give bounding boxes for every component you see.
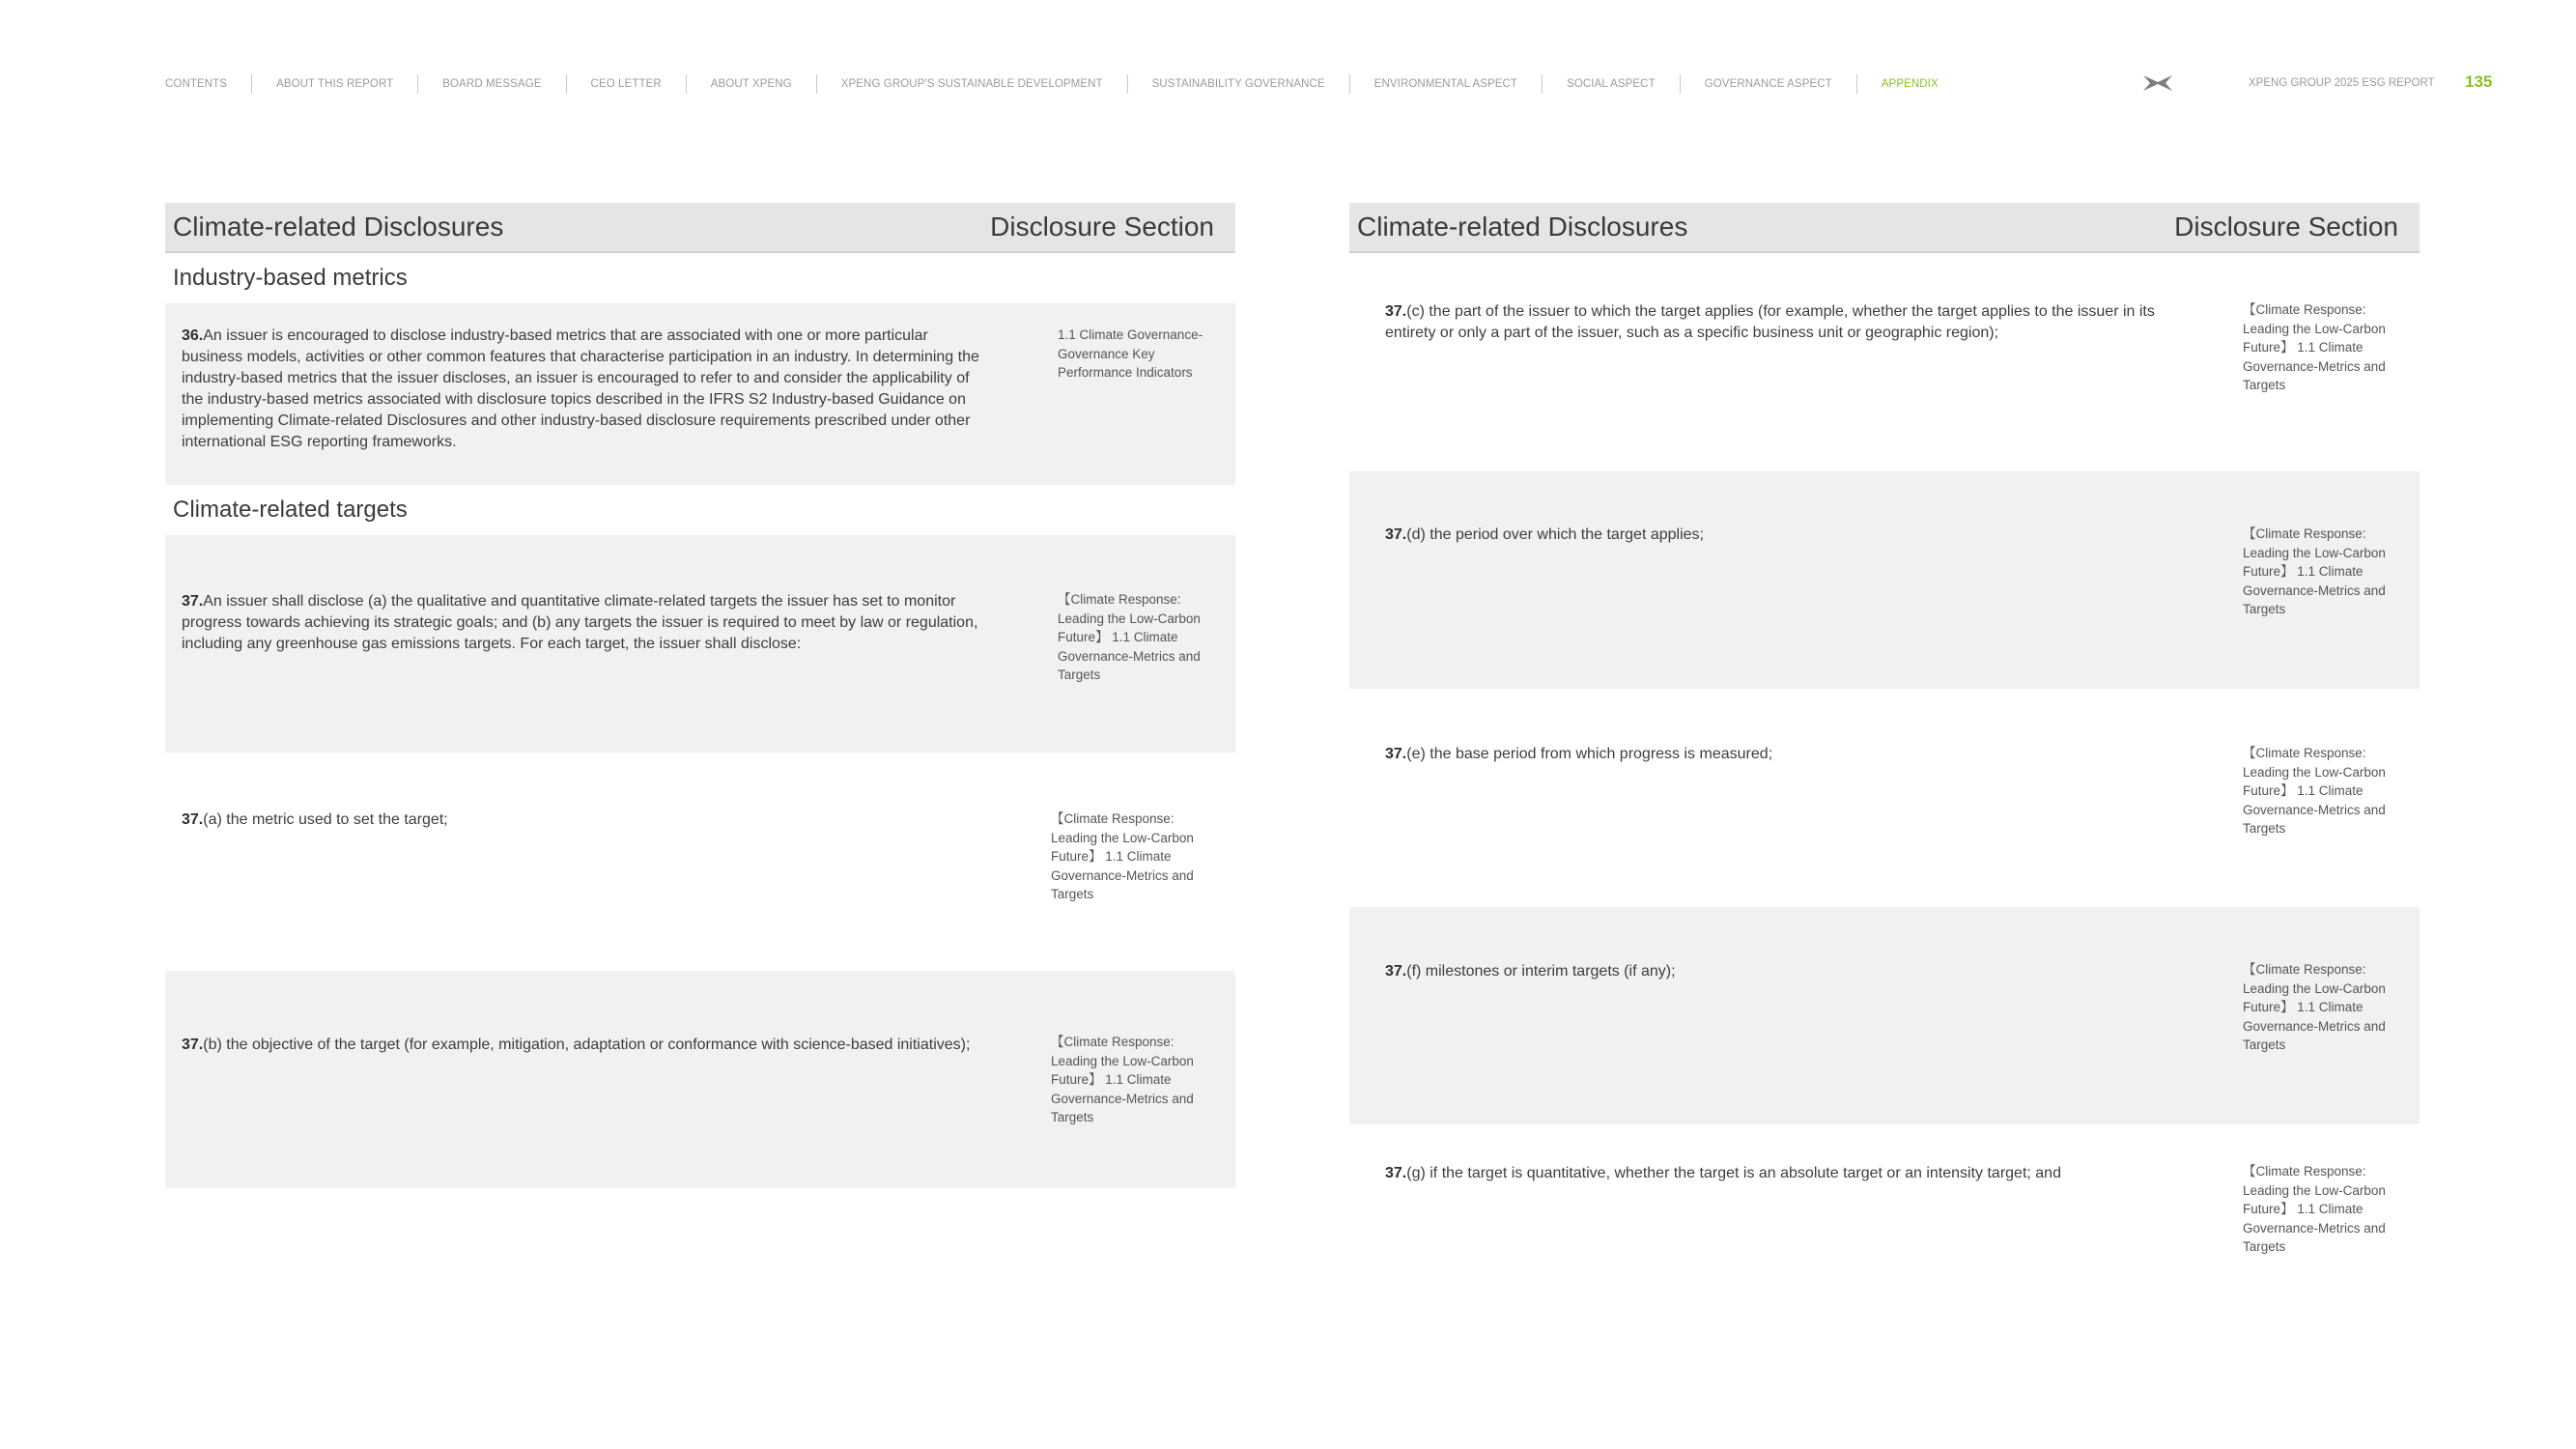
table-header — [165, 203, 1235, 253]
nav-divider — [686, 74, 687, 94]
nav-divider — [1542, 74, 1543, 94]
disclosure-table-left — [165, 203, 1235, 1188]
item-number: 37. — [1385, 963, 1407, 980]
item-text: (e) the base period from which progress is measured; — [1406, 746, 1773, 762]
item-number: 36. — [182, 327, 204, 344]
disclosure-text — [1385, 301, 2158, 344]
item-text: (a) the metric used to set the target; — [203, 811, 448, 828]
disclosure-section-ref: 【Climate Response: Leading the Low-Carbon Future】 1.1 Climate Governance-Metrics and Targets — [1051, 811, 1194, 901]
header-climate-disclosures: Climate-related Disclosures — [1357, 212, 1688, 242]
table-row — [165, 303, 1235, 485]
table-row — [1349, 253, 2420, 471]
table-row — [1349, 689, 2420, 907]
table-row — [1349, 1124, 2420, 1269]
nav-about-xpeng[interactable]: ABOUT XPENG — [710, 78, 792, 90]
nav-appendix[interactable]: APPENDIX — [1881, 78, 1939, 90]
table-row — [165, 971, 1235, 1188]
nav-sustainable-development[interactable]: XPENG GROUP'S SUSTAINABLE DEVELOPMENT — [840, 78, 1103, 90]
nav-ceo-letter[interactable]: CEO LETTER — [590, 78, 662, 90]
nav-divider — [1349, 74, 1350, 94]
nav-divider — [1856, 74, 1857, 94]
disclosure-section-ref: 【Climate Response: Leading the Low-Carbon Future】 1.1 Climate Governance-Metrics and Targets — [2243, 962, 2386, 1052]
item-number: 37. — [1385, 746, 1407, 762]
report-title: XPENG GROUP 2025 ESG REPORT — [2249, 77, 2435, 89]
disclosure-section-ref: 【Climate Response: Leading the Low-Carbon Future】 1.1 Climate Governance-Metrics and Targets — [1058, 592, 1201, 682]
nav-divider — [251, 74, 252, 94]
header-disclosure-section: Disclosure Section — [990, 212, 1214, 242]
xpeng-logo-icon[interactable] — [2142, 73, 2173, 93]
page-number: 135 — [2465, 72, 2493, 91]
item-text: (d) the period over which the target applies; — [1406, 526, 1704, 543]
table-header — [1349, 203, 2420, 253]
disclosure-text — [1385, 1163, 2158, 1184]
section-climate-targets: Climate-related targets — [173, 497, 408, 523]
table-row — [1349, 471, 2420, 689]
item-text: (c) the part of the issuer to which the target applies (for example, whether the target applies to the issuer in its entirety or only a part of the issuer, such as a specific business unit or geographic region); — [1385, 303, 2155, 341]
disclosure-text — [182, 326, 981, 453]
disclosure-text — [182, 1035, 981, 1056]
item-text: An issuer is encouraged to disclose industry-based metrics that are associated with one or more particular business models, activities or other common features that characterise participation in an industry. In determining the industry-based metrics that the issuer discloses, an issuer is encouraged to refer to and consider the applicability of the industry-based metrics associated with disclosure topics described in the IFRS S2 Industry-based Guidance on implementing Climate-related Disclosures and other industry-based disclosure requirements prescribed under other international ESG reporting frameworks. — [182, 327, 979, 450]
top-navigation — [165, 74, 1939, 94]
nav-sustainability-governance[interactable]: SUSTAINABILITY GOVERNANCE — [1151, 78, 1325, 90]
disclosure-section-ref: 【Climate Response: Leading the Low-Carbon Future】 1.1 Climate Governance-Metrics and Targets — [1051, 1035, 1194, 1124]
nav-divider — [816, 74, 817, 94]
disclosure-section-ref: 【Climate Response: Leading the Low-Carbon Future】 1.1 Climate Governance-Metrics and Targets — [2243, 302, 2386, 392]
item-number: 37. — [1385, 303, 1407, 320]
header-disclosure-section: Disclosure Section — [2174, 212, 2398, 242]
nav-social-aspect[interactable]: SOCIAL ASPECT — [1567, 78, 1656, 90]
item-text: An issuer shall disclose (a) the qualitative and quantitative climate-related targets the issuer has set to monitor progress towards achieving its strategic goals; and (b) any targets the issuer is required to meet by law or regulation, including any greenhouse gas emissions targets. For each target, the issuer shall disclose: — [182, 593, 978, 652]
item-text: (b) the objective of the target (for example, mitigation, adaptation or conformance with science-based initiatives); — [203, 1037, 971, 1053]
table-row — [165, 753, 1235, 971]
nav-divider — [1680, 74, 1681, 94]
nav-board-message[interactable]: BOARD MESSAGE — [442, 78, 542, 90]
header-climate-disclosures: Climate-related Disclosures — [173, 212, 504, 242]
nav-divider — [1127, 74, 1128, 94]
item-text: (f) milestones or interim targets (if any); — [1406, 963, 1676, 980]
disclosure-section-ref: 【Climate Response: Leading the Low-Carbon Future】 1.1 Climate Governance-Metrics and Targets — [2243, 746, 2386, 836]
section-industry-metrics: Industry-based metrics — [173, 265, 408, 291]
nav-environmental-aspect[interactable]: ENVIRONMENTAL ASPECT — [1373, 78, 1518, 90]
item-number: 37. — [1385, 526, 1407, 543]
item-number: 37. — [182, 811, 204, 828]
disclosure-text — [1385, 961, 2158, 982]
table-row — [165, 535, 1235, 753]
disclosure-text — [182, 591, 981, 655]
disclosure-text — [1385, 744, 2158, 765]
item-number: 37. — [1385, 1165, 1407, 1181]
disclosure-table-right — [1349, 203, 2420, 1269]
nav-divider — [566, 74, 567, 94]
item-number: 37. — [182, 593, 204, 610]
nav-about-this-report[interactable]: ABOUT THIS REPORT — [276, 78, 394, 90]
disclosure-section-ref: 【Climate Response: Leading the Low-Carbon Future】 1.1 Climate Governance-Metrics and Targets — [2243, 1164, 2386, 1254]
item-text: (g) if the target is quantitative, whether the target is an absolute target or an intensity target; and — [1406, 1165, 2061, 1181]
table-row — [1349, 907, 2420, 1124]
disclosure-section-ref: 【Climate Response: Leading the Low-Carbon Future】 1.1 Climate Governance-Metrics and Targets — [2243, 526, 2386, 616]
nav-contents[interactable]: CONTENTS — [165, 78, 228, 90]
nav-governance-aspect[interactable]: GOVERNANCE ASPECT — [1704, 78, 1832, 90]
disclosure-section-ref: 1.1 Climate Governance- Governance Key Performance Indicators — [1058, 327, 1203, 380]
disclosure-text — [182, 810, 981, 831]
item-number: 37. — [182, 1037, 204, 1053]
disclosure-text — [1385, 525, 2158, 546]
nav-divider — [417, 74, 418, 94]
